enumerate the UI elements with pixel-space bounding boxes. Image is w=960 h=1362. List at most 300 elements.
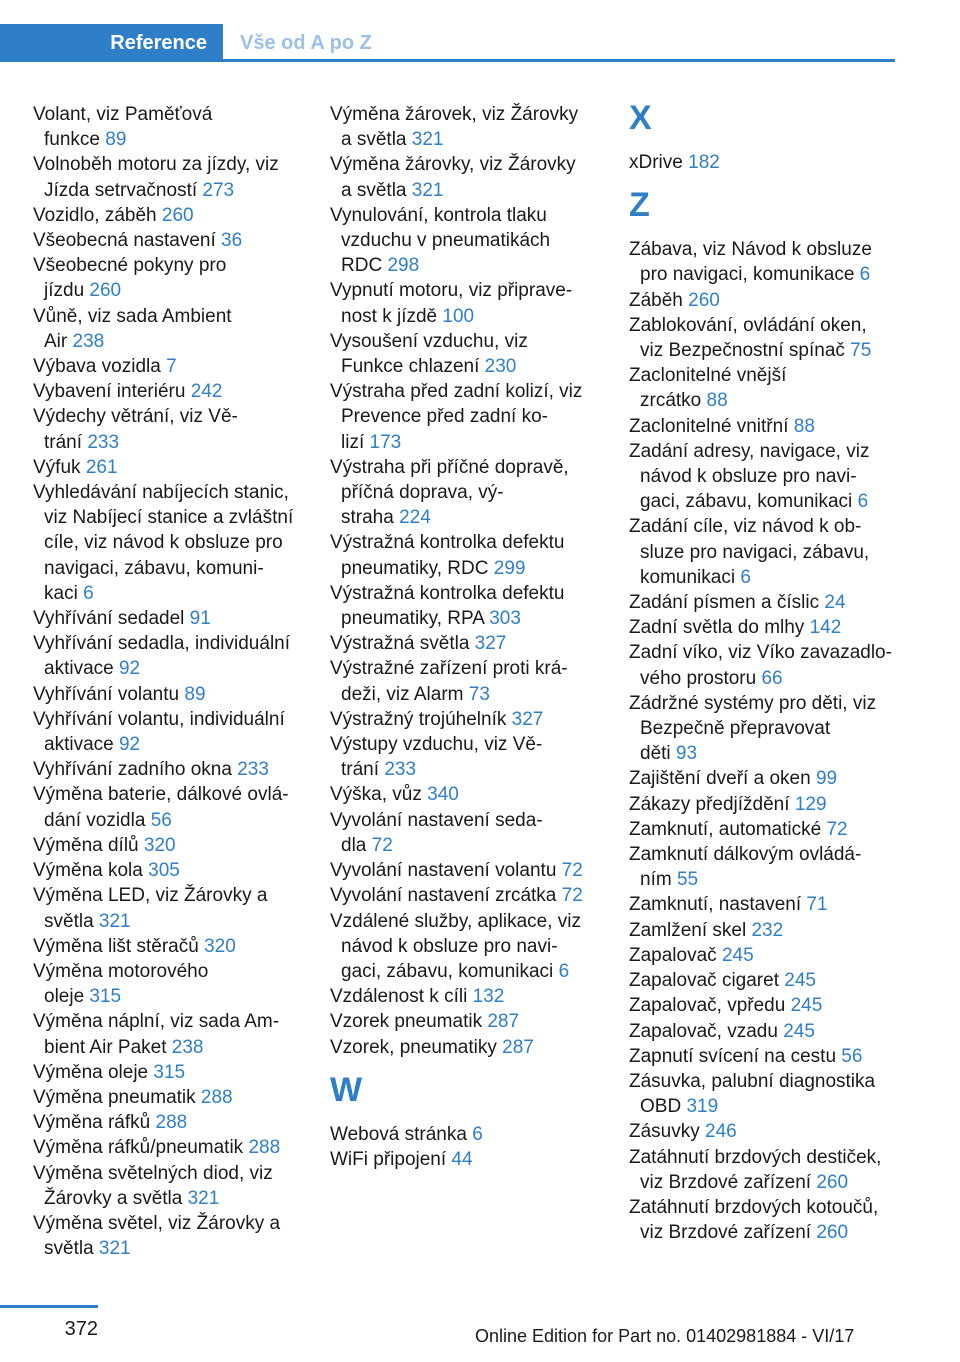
index-entry-term: oleje [44, 986, 90, 1008]
index-page-link[interactable]: 99 [815, 768, 838, 790]
index-page-link[interactable]: 242 [190, 381, 223, 403]
index-page-link[interactable]: 260 [89, 280, 122, 302]
index-page-link[interactable]: 88 [706, 390, 728, 412]
index-page-link[interactable]: 315 [153, 1061, 186, 1083]
index-entry-term: gaci, zábavu, komunikaci [640, 491, 858, 513]
tab-reference[interactable]: Reference [0, 24, 223, 62]
index-page-link[interactable]: 246 [705, 1121, 737, 1143]
index-page-link[interactable]: 327 [474, 633, 507, 655]
index-entry-text [33, 556, 308, 581]
index-page-link[interactable]: 93 [675, 743, 698, 765]
index-entry [33, 883, 308, 933]
index-entry-term: Zákazy předjíždění [629, 793, 795, 815]
index-entry-term: Výměna baterie, dálkové ovlá- [33, 784, 289, 806]
index-page-link[interactable]: 44 [451, 1148, 473, 1170]
index-entry-term: Výměna kola [33, 860, 149, 882]
index-entry [330, 581, 605, 631]
index-entry [330, 656, 605, 706]
index-entry-term: navigaci, zábavu, komuni- [44, 557, 264, 579]
index-entry-term: Výdechy větrání, viz Vě- [33, 406, 238, 428]
index-entry [33, 707, 308, 757]
index-entry-term: Výstraha při příčné dopravě, [330, 456, 569, 478]
index-entry-text [330, 354, 605, 379]
index-page-link[interactable]: 288 [155, 1112, 188, 1134]
index-entry-term: Výfuk [33, 456, 86, 478]
index-entry [629, 439, 899, 515]
index-entry [629, 892, 899, 917]
index-page-link[interactable]: 182 [688, 152, 720, 173]
index-entry [33, 253, 308, 303]
index-entry-term: Výměna žárovek, viz Žárovky [330, 104, 579, 125]
index-page-link[interactable]: 298 [387, 255, 420, 277]
index-entry-text [330, 530, 605, 555]
index-page-link[interactable]: 321 [98, 910, 131, 932]
index-page-link[interactable]: 245 [721, 944, 754, 966]
index-page-link[interactable]: 321 [411, 129, 444, 151]
index-page-link[interactable]: 6 [558, 960, 570, 982]
index-entry-text [330, 203, 605, 228]
index-entry-term: Výstraha před zadní kolizí, viz [330, 381, 583, 403]
index-entry-term: pneumatiky, RDC [341, 557, 494, 579]
index-entry [330, 1035, 605, 1060]
index-entry-term: Zamlžení skel [629, 919, 752, 941]
index-entry-text [629, 892, 899, 917]
index-page-link[interactable]: 66 [761, 667, 783, 689]
index-entry-term: světla [44, 1238, 99, 1260]
index-entry-term: Zapalovač, vpředu [629, 995, 791, 1017]
index-page-link[interactable]: 320 [204, 935, 236, 957]
index-page-link[interactable]: 6 [472, 1123, 483, 1145]
index-entry-text [330, 329, 605, 354]
index-entry [33, 304, 308, 354]
index-entry-text [33, 278, 308, 303]
index-entry-term: kaci [44, 582, 84, 604]
index-entry [33, 1060, 308, 1085]
index-page-link[interactable]: 6 [740, 566, 751, 588]
index-page-link[interactable]: 132 [472, 986, 505, 1008]
index-entry [33, 1135, 308, 1160]
index-entry-text [330, 1122, 605, 1147]
index-entry-term: trání [44, 431, 88, 453]
index-page-link[interactable]: 260 [161, 204, 194, 226]
index-entry [629, 993, 899, 1018]
index-page-link[interactable]: 238 [171, 1036, 204, 1058]
index-entry-term: dla [341, 834, 372, 856]
index-entry [33, 757, 308, 782]
index-column-3 [629, 99, 899, 1245]
index-entry-term: Vypnutí motoru, viz připrave- [330, 280, 573, 302]
index-page-link[interactable]: 305 [148, 860, 180, 882]
index-entry-text [330, 1147, 605, 1172]
index-entry-text [33, 102, 308, 127]
index-letter-heading: X [629, 99, 652, 137]
index-entry-term: Zásuvka, palubní diagnostika [629, 1070, 876, 1092]
index-page-link[interactable]: 260 [816, 1171, 849, 1193]
index-entry [330, 858, 605, 883]
index-entry-term: Výměna lišt stěračů [33, 935, 205, 957]
index-entry [330, 203, 605, 279]
index-entry-term: Vynulování, kontrola tlaku [330, 204, 547, 226]
index-page-link[interactable]: 245 [784, 970, 816, 992]
index-page-link[interactable]: 75 [850, 340, 872, 362]
index-entry-text [33, 505, 308, 530]
index-entry [629, 150, 899, 175]
index-entry-text [330, 430, 605, 455]
index-entry [629, 766, 899, 791]
index-entry-term: Air [44, 330, 73, 352]
index-entry-text [629, 1170, 899, 1195]
index-entry-text [33, 1085, 308, 1110]
index-page-link[interactable]: 230 [484, 356, 517, 378]
index-page-link[interactable]: 72 [561, 885, 583, 907]
index-entry-text [33, 656, 308, 681]
index-entry-term: a světla [341, 129, 412, 151]
index-page-link[interactable]: 233 [384, 759, 417, 781]
index-page-link[interactable]: 287 [487, 1011, 520, 1033]
index-entry-term: Výměna náplní, viz sada Am- [33, 1011, 280, 1033]
index-page-link[interactable]: 303 [489, 608, 521, 630]
index-entry-text [330, 934, 605, 959]
index-entry-term: děti [640, 743, 676, 765]
index-entry-text [33, 808, 308, 833]
index-entry-text [330, 984, 605, 1009]
index-entry-term: Zadní světla do mlhy [629, 617, 810, 639]
index-entry [33, 203, 308, 228]
index-entry-text [33, 682, 308, 707]
index-entry [629, 414, 899, 439]
index-entry-text [33, 732, 308, 757]
index-entry-text [629, 817, 899, 842]
index-page-link[interactable]: 91 [189, 608, 211, 630]
index-entry-term: Zapalovač, vzadu [629, 1020, 784, 1042]
index-page-link[interactable]: 319 [686, 1096, 719, 1118]
index-entry-text [330, 707, 605, 732]
index-entry [629, 640, 899, 690]
index-page-link[interactable]: 245 [783, 1020, 815, 1042]
index-entry-text [330, 757, 605, 782]
index-entry-text [330, 127, 605, 152]
index-entry-text [330, 1009, 605, 1034]
index-entry-text [330, 480, 605, 505]
index-entry [33, 782, 308, 832]
index-entry [330, 278, 605, 328]
index-entry-term: Výstražná kontrolka defektu [330, 532, 565, 554]
index-entry-text [33, 909, 308, 934]
index-entry-text [33, 379, 308, 404]
index-entry-text [33, 1186, 308, 1211]
index-entry-term: Vzorek, pneumatiky [330, 1036, 503, 1058]
index-page-link[interactable]: 88 [793, 415, 815, 437]
index-entry [33, 858, 308, 883]
index-entry-term: Volnoběh motoru za jízdy, viz [33, 154, 279, 176]
index-page-link[interactable]: 273 [202, 179, 235, 201]
index-page-link[interactable]: 288 [248, 1137, 281, 1159]
index-entry-term: Výstražné zařízení proti krá- [330, 658, 568, 680]
index-entry-text [33, 480, 308, 505]
index-entry-text [33, 606, 308, 631]
index-entry-term: viz Brzdové zařízení [640, 1222, 817, 1244]
index-page-link[interactable]: 36 [221, 230, 243, 252]
index-entry-term: Vybavení interiéru [33, 381, 191, 403]
index-entry-term: Zaclonitelné vnitřní [629, 415, 794, 437]
index-entry-term: nost k jízdě [341, 305, 443, 327]
index-entry-term: Výměna žárovky, viz Žárovky [330, 154, 576, 176]
index-entry-term: lizí [341, 431, 370, 453]
header-tab-bar [0, 24, 895, 62]
index-page-link[interactable]: 261 [85, 456, 118, 478]
index-entry-text [33, 228, 308, 253]
index-entry-text [33, 883, 308, 908]
index-entry [330, 102, 605, 152]
index-page-link[interactable]: 92 [118, 658, 141, 680]
index-entry-text [330, 455, 605, 480]
index-entry-text [330, 1035, 605, 1060]
index-entry-text [629, 1195, 899, 1220]
index-page-link[interactable]: 173 [369, 431, 402, 453]
index-entry-term: Jízda setrvačností [44, 179, 203, 201]
index-entry [629, 817, 899, 842]
index-entry-term: Žárovky a světla [44, 1187, 188, 1209]
index-entry-text [330, 379, 605, 404]
index-page-link[interactable]: 232 [751, 919, 784, 941]
index-column-1 [33, 102, 308, 1261]
index-entry-text [629, 388, 899, 413]
index-entry [33, 934, 308, 959]
index-letter-heading: Z [629, 186, 650, 225]
index-entry-text [330, 278, 605, 303]
index-entry [629, 943, 899, 968]
index-entry [33, 1009, 308, 1059]
index-entry-text [33, 304, 308, 329]
index-entry-text [629, 792, 899, 817]
header-rule [223, 59, 895, 62]
index-entry-text [33, 127, 308, 152]
index-entry-term: Zaclonitelné vnější [629, 365, 787, 387]
index-entry-text [629, 766, 899, 791]
index-entry [629, 918, 899, 943]
index-entry-text [33, 934, 308, 959]
index-page-link[interactable]: 233 [87, 431, 120, 453]
index-entry-term: Vzorek pneumatik [330, 1011, 488, 1033]
index-entry-term: Vyvolání nastavení seda- [330, 809, 543, 831]
index-entry-text [330, 682, 605, 707]
index-entry [33, 606, 308, 631]
index-entry-term: světla [44, 910, 99, 932]
index-entry-text [330, 631, 605, 656]
index-entry-term: Vyhřívání sedadla, individuální [33, 633, 291, 655]
index-entry-text [330, 178, 605, 203]
index-entry [330, 984, 605, 1009]
index-entry [629, 1044, 899, 1069]
index-page-link[interactable]: 321 [98, 1238, 131, 1260]
index-entry-term: Zamknutí dálkovým ovládá- [629, 844, 862, 866]
index-entry [330, 631, 605, 656]
index-page-link[interactable]: 72 [826, 818, 848, 840]
index-entry [33, 102, 308, 152]
index-page-link[interactable]: 260 [688, 289, 720, 311]
index-entry-term: Záběh [629, 289, 689, 311]
index-entry-text [629, 1119, 899, 1144]
index-entry-term: trání [341, 759, 385, 781]
index-page-link[interactable]: 245 [790, 995, 823, 1017]
index-entry-text [33, 430, 308, 455]
index-entry-text [629, 565, 899, 590]
index-entry-text [629, 514, 899, 539]
index-entry-text [33, 984, 308, 1009]
index-entry-term: gaci, zábavu, komunikaci [341, 960, 559, 982]
index-entry [629, 237, 899, 287]
index-entry [629, 1019, 899, 1044]
index-entry-term: Výměna světel, viz Žárovky a [33, 1212, 281, 1234]
index-entry [330, 909, 605, 985]
index-entry-text [33, 858, 308, 883]
index-entry-text [330, 102, 605, 127]
index-entry-term: Vyhřívání zadního okna [33, 759, 238, 781]
index-entry-text [33, 757, 308, 782]
index-entry [629, 1069, 899, 1119]
index-page-link[interactable]: 224 [399, 507, 431, 529]
index-page-link[interactable]: 100 [442, 305, 475, 327]
footer-rule [0, 1305, 98, 1308]
index-page-link[interactable]: 72 [371, 834, 393, 856]
index-entry-text [330, 253, 605, 278]
index-page-link[interactable]: 327 [511, 708, 544, 730]
index-entry-term: OBD [640, 1096, 687, 1118]
index-entry [330, 1122, 605, 1147]
index-entry [330, 1009, 605, 1034]
index-entry [330, 808, 605, 858]
index-page-link[interactable]: 56 [841, 1045, 863, 1067]
index-entry-text [629, 540, 899, 565]
index-entry-term: sluze pro navigaci, zábavu, [640, 541, 870, 563]
index-entry-term: Zábava, viz Návod k obsluze [629, 239, 872, 261]
index-entry-term: viz Bezpečnostní spínač [640, 340, 851, 362]
index-entry-text [330, 732, 605, 757]
index-entry-term: Vozidlo, záběh [33, 204, 162, 226]
index-entry [629, 1145, 899, 1195]
index-entry [330, 329, 605, 379]
index-entry-text [629, 993, 899, 1018]
index-entry [330, 1147, 605, 1172]
index-page-link[interactable]: 56 [150, 809, 172, 831]
index-entry-text [330, 404, 605, 429]
index-entry-term: Výměna ráfků/pneumatik [33, 1137, 249, 1159]
index-entry-term: viz Nabíjecí stanice a zvláštní [44, 507, 294, 529]
index-entry-text [33, 354, 308, 379]
index-entry [33, 480, 308, 606]
index-entry-text [629, 590, 899, 615]
index-entry-term: návod k obsluze pro navi- [640, 466, 857, 488]
index-entry-term: Zablokování, ovládání oken, [629, 314, 867, 336]
index-entry-text [330, 556, 605, 581]
index-entry-term: straha [341, 507, 400, 529]
index-entry-term: WiFi připojení [330, 1148, 452, 1170]
index-entry-term: funkce [44, 129, 106, 151]
index-page-link[interactable]: 315 [89, 986, 122, 1008]
index-page-link[interactable]: 6 [857, 491, 869, 513]
index-page-link[interactable]: 7 [166, 356, 177, 378]
index-page-link[interactable]: 321 [187, 1187, 220, 1209]
index-entry-term: Výstražný trojúhelník [330, 708, 512, 730]
index-page-link[interactable]: 142 [809, 617, 842, 639]
index-entry-text [330, 833, 605, 858]
index-entry [629, 615, 899, 640]
index-entry-term: Zamknutí, automatické [629, 818, 827, 840]
index-page-link[interactable]: 299 [493, 557, 526, 579]
index-entry-term: bient Air Paket [44, 1036, 172, 1058]
index-page-link[interactable]: 24 [824, 592, 846, 614]
tab-all-a-to-z[interactable]: Vše od A po Z [240, 32, 372, 54]
index-entry-term: zrcátko [640, 390, 707, 412]
index-entry-term: Všeobecné pokyny pro [33, 255, 227, 277]
index-page-link[interactable]: 321 [411, 179, 444, 201]
index-entry-term: Zatáhnutí brzdových destiček, [629, 1146, 882, 1168]
index-page-link[interactable]: 71 [806, 894, 828, 916]
index-entry-term: vzduchu v pneumatikách [341, 230, 551, 252]
index-page-link[interactable]: 129 [794, 793, 827, 815]
index-entry-text [629, 842, 899, 867]
index-entry-text [629, 237, 899, 262]
index-entry-text [33, 1035, 308, 1060]
index-entry-term: Vyhřívání sedadel [33, 608, 190, 630]
index-page-link[interactable]: 340 [427, 784, 459, 806]
index-entry-text [629, 489, 899, 514]
index-entry-term: Zamknutí, nastavení [629, 894, 807, 916]
index-page-link[interactable]: 55 [676, 869, 699, 891]
index-page-link[interactable]: 92 [118, 734, 141, 756]
index-page-link[interactable]: 89 [105, 129, 127, 151]
index-entry-text [629, 640, 899, 665]
index-entry-term: Výměna LED, viz Žárovky a [33, 885, 268, 907]
index-entry-term: Zapnutí svícení na cestu [629, 1045, 842, 1067]
index-entry-text [330, 858, 605, 883]
index-entry-text [33, 1135, 308, 1160]
index-entry-term: pro navigaci, komunikace [640, 264, 860, 286]
index-page-link[interactable]: 89 [184, 683, 206, 705]
index-entry-term: RDC [341, 255, 388, 277]
index-entry-term: Zadání písmen a číslic [629, 592, 825, 614]
index-entry-text [33, 152, 308, 177]
index-entry [629, 1195, 899, 1245]
index-entry-text [33, 530, 308, 555]
index-page-link[interactable]: 287 [502, 1036, 534, 1058]
index-entry [33, 379, 308, 404]
index-entry [33, 1211, 308, 1261]
index-entry-term: Funkce chlazení [341, 356, 485, 378]
index-entry-term: dání vozidla [44, 809, 151, 831]
index-page-link[interactable]: 320 [143, 834, 176, 856]
index-entry-text [629, 313, 899, 338]
index-entry-term: vého prostoru [640, 667, 762, 689]
index-page-link[interactable]: 6 [859, 264, 871, 286]
index-entry-text [33, 782, 308, 807]
index-entry-term: pneumatiky, RPA [341, 608, 490, 630]
index-page-link[interactable]: 6 [83, 582, 94, 604]
index-page-link[interactable]: 233 [237, 759, 269, 781]
index-entry [330, 732, 605, 782]
index-page-link[interactable]: 72 [561, 860, 583, 882]
index-page-link[interactable]: 73 [468, 683, 490, 705]
index-entry-text [33, 329, 308, 354]
index-entry [33, 404, 308, 454]
index-page-link[interactable]: 260 [816, 1222, 849, 1244]
index-entry-term: Zadání cíle, viz návod k ob- [629, 516, 862, 538]
index-page-link[interactable]: 238 [72, 330, 105, 352]
index-entry-term: Volant, viz Paměťová [33, 104, 213, 125]
index-entry-text [629, 691, 899, 716]
index-page-link[interactable]: 288 [200, 1086, 233, 1108]
index-entry-text [330, 152, 605, 177]
